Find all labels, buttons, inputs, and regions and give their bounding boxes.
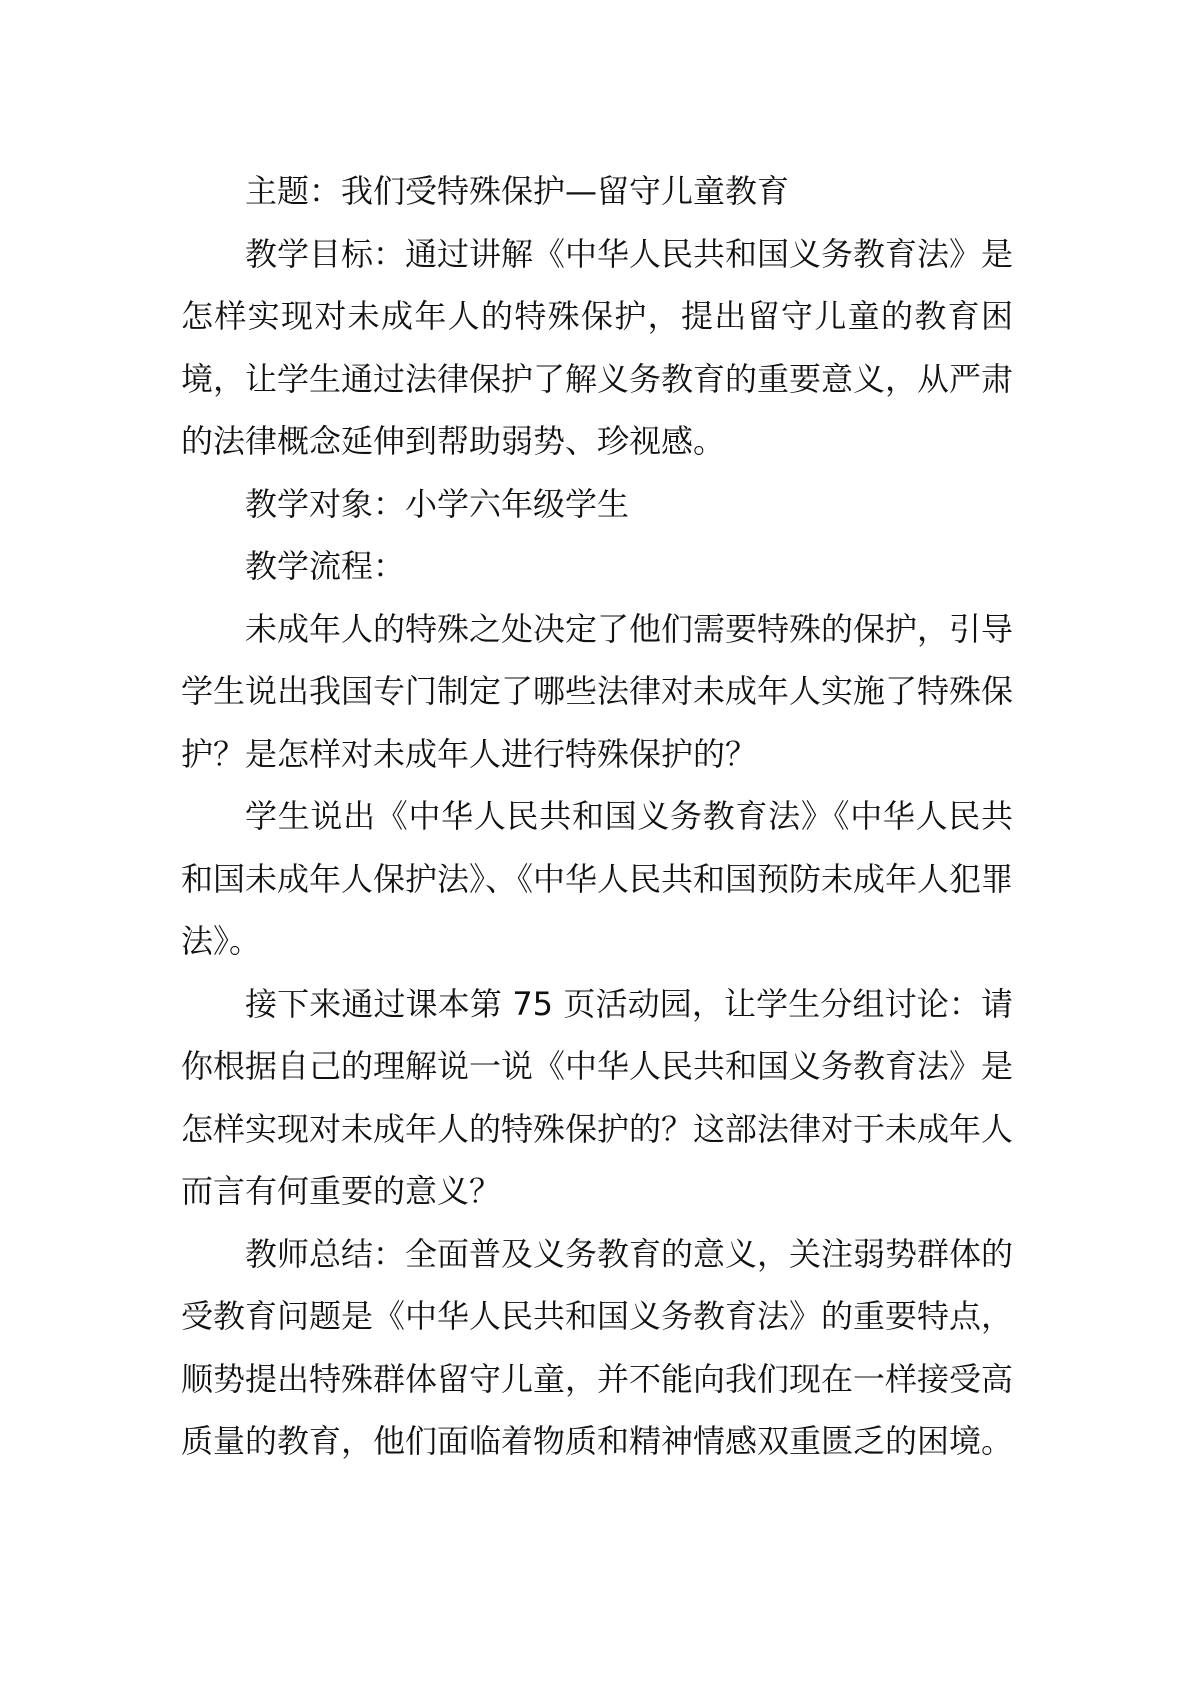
teaching-process-heading: 教学流程：: [245, 547, 406, 585]
student-answer-paragraph: 学生说出《中华人民共和国义务教育法》《中华人民共和国未成年人保护法》、《中华人民共和国预防未成年人犯罪法》。: [181, 797, 1014, 960]
teaching-audience-paragraph: 教学对象：小学六年级学生: [245, 484, 630, 523]
topic-paragraph: 主题：我们受特殊保护—留守儿童教育: [245, 172, 790, 210]
teacher-summary-paragraph: 教师总结：全面普及义务教育的意义，关注弱势群体的受教育问题是《中华人民共和国义务教育法》的重要特点，顺势提出特殊群体留守儿童，并不能向我们现在一样接受高质量的教育，他们面临着物质和精神情感双重匮乏的困境。: [181, 1234, 1014, 1460]
teaching-goal-paragraph: 教学目标：通过讲解《中华人民共和国义务教育法》是怎样实现对未成年人的特殊保护，提出留守儿童的教育困境，让学生通过法律保护了解义务教育的重要意义，从严肃的法律概念延伸到帮助弱势、珍视感。: [181, 234, 1014, 460]
process-intro-paragraph: 未成年人的特殊之处决定了他们需要特殊的保护，引导学生说出我国专门制定了哪些法律对未成年人实施了特殊保护？是怎样对未成年人进行特殊保护的？: [181, 609, 1014, 773]
document-body: [181, 160, 1013, 1473]
group-discussion-paragraph: 接下来通过课本第 75 页活动园，让学生分组讨论：请你根据自己的理解说一说《中华人民共和国义务教育法》是怎样实现对未成年人的特殊保护的？这部法律对于未成年人而言有何重要的意义？: [181, 984, 1014, 1210]
